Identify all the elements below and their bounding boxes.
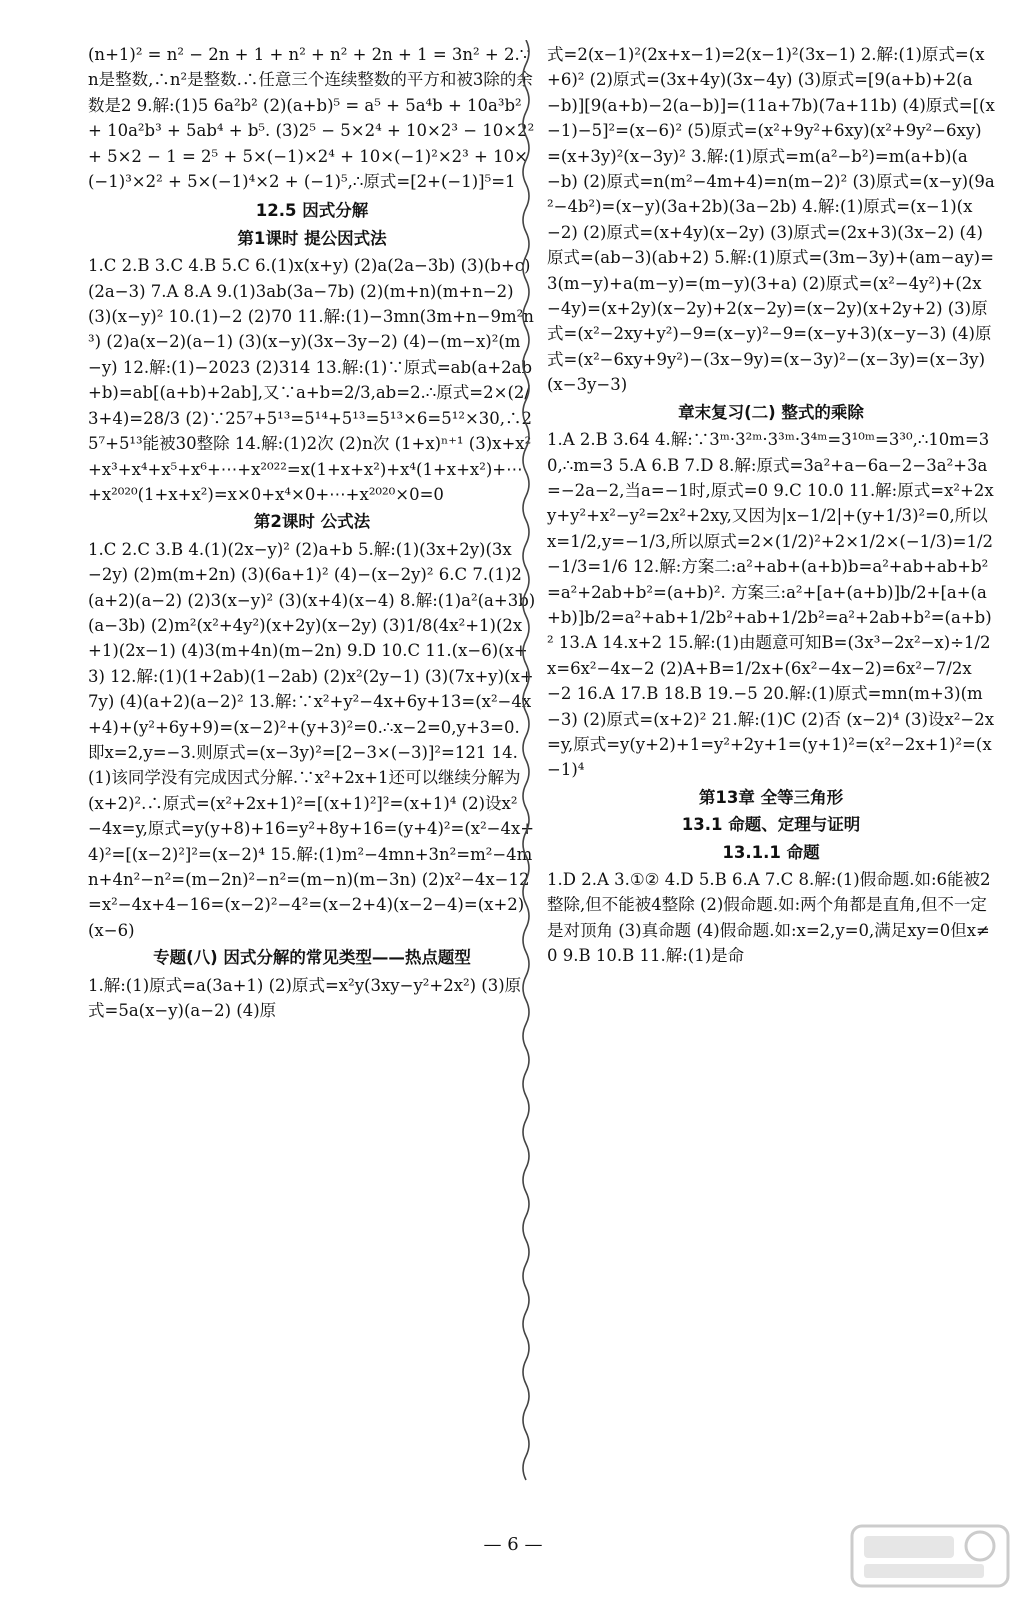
topic-heading: 专题(八) 因式分解的常见类型——热点题型 <box>153 948 471 968</box>
lesson-heading: 第1课时 提公因式法 <box>237 228 387 248</box>
watermark-logo <box>850 1522 1010 1590</box>
answer-text: 1.C 2.C 3.B 4.(1)(2x−y)² (2)a+b 5.解:(1)(3x+2y)(3x−2y) (2)m(m+2n) (3)(6a+1)² (4)−(x−2y)² 6.C 7.(1)2(a+2)(a−2) (2)3(x−y)² (3)(x+4)(x−4) 8.解:(1)a²(a+3b)(a−3b) (2)m²(x²+4y²)(x+2y)(x−2y) (3)1/8(4x²+1)(2x+1)(2x−1) (4)3(m+4n)(m−2n) 9.D 10.C 11.(x−6)(x+3) 12.解:(1)(1+2ab)(1−2ab) (2)x²(2y−1) (3)(7x+y)(x+7y) (4)(a+2)(a−2)² 13.解:∵x²+y²−4x+6y+13=(x²−4x+4)+(y²+6y+9)=(x−2)²+(y+3)²=0.∴x−2=0,y+3=0.即x=2,y=−3.则原式=(x−3y)²=[2−3×(−3)]²=121 14.(1)该同学没有完成因式分解.∵x²+2x+1还可以继续分解为(x+2)².∴原式=(x²+2x+1)²=[(x+1)²]²=(x+1)⁴ (2)设x²−4x=y,原式=y(y+8)+16=y²+8y+16=(y+4)²=(x²−4x+4)²=[(x−2)²]²=(x−2)⁴ 15.解:(1)m²−4mn+3n²=m²−4mn+4n²−n²=(m−2n)²−n²=(m−n)(m−3n) (2)x²−4x−12=x²−4x+4−16=(x−2)²−4²=(x−2+4)(x−2−4)=(x+2)(x−6) <box>88 539 536 940</box>
left-column <box>88 42 536 1023</box>
page-number: — 6 — <box>483 1534 543 1555</box>
answer-text: 式=2(x−1)²(2x+x−1)=2(x−1)²(3x−1) 2.解:(1)原式=(x+6)² (2)原式=(3x+4y)(3x−4y) (3)原式=[9(a+b)+2(a−b)][9(a+b)−2(a−b)]=(11a+7b)(7a+11b) (4)原式=[(x−1)−5]²=(x−6)² (5)原式=(x²+9y²+6xy)(x²+9y²−6xy)=(x+3y)²(x−3y)² 3.解:(1)原式=m(a²−b²)=m(a+b)(a−b) (2)原式=n(m²−4m+4)=n(m−2)² (3)原式=(x−y)(9a²−4b²)=(x−y)(3a+2b)(3a−2b) 4.解:(1)原式=(x−1)(x−2) (2)原式=(x+4y)(x−2y) (3)原式=(2x+3)(3x−2) (4)原式=(ab−3)(ab+2) 5.解:(1)原式=(3m−3y)+(am−ay)=3(m−y)+a(m−y)=(m−y)(3+a) (2)原式=(x²−4y²)+(2x−4y)=(x+2y)(x−2y)+2(x−2y)=(x−2y)(x+2y+2) (3)原式=(x²−2xy+y²)−9=(x−y)²−9=(x−y+3)(x−y−3) (4)原式=(x²−6xy+9y²)−(3x−9y)=(x−3y)²−(x−3y)=(x−3y)(x−3y−3) <box>547 45 995 395</box>
answer-text: 1.A 2.B 3.64 4.解:∵3ᵐ·3²ᵐ·3³ᵐ·3⁴ᵐ=3¹⁰ᵐ=3³⁰,∴10m=30,∴m=3 5.A 6.B 7.D 8.解:原式=3a²+a−6a−2−3a²+3a=−2a−2,当a=−1时,原式=0 9.C 10.0 11.解:原式=x²+2xy+y²+x²−y²=2x²+2xy,又因为|x−1/2|+(y+1/3)²=0,所以x=1/2,y=−1/3,所以原式=2×(1/2)²+2×1/2×(−1/3)=1/2−1/3=1/6 12.解:方案二:a²+ab+(a+b)b=a²+ab+ab+b²=a²+2ab+b²=(a+b)². 方案三:a²+[a+(a+b)]b/2+[a+(a+b)]b/2=a²+ab+1/2b²+ab+1/2b²=a²+2ab+b²=(a+b)² 13.A 14.x+2 15.解:(1)由题意可知B=(3x³−2x²−x)÷1/2x=6x²−4x−2 (2)A+B=1/2x+(6x²−4x−2)=6x²−7/2x−2 16.A 17.B 18.B 19.−5 20.解:(1)原式=mn(m+3)(m−3) (2)原式=(x+2)² 21.解:(1)C (2)否 (x−2)⁴ (3)设x²−2x=y,原式=y(y+2)+1=y²+2y+1=(y+1)²=(x²−2x+1)²=(x−1)⁴ <box>547 430 995 780</box>
lesson-heading: 第2课时 公式法 <box>253 512 371 532</box>
answer-text: 1.解:(1)原式=a(3a+1) (2)原式=x²y(3xy−y²+2x²) (3)原式=5a(x−y)(a−2) (4)原 <box>88 975 522 1021</box>
answer-text: (n+1)² = n² − 2n + 1 + n² + n² + 2n + 1 = 3n² + 2.∵n是整数,∴n²是整数.∴任意三个连续整数的平方和被3除的余数是2 9.解:(1)5 6a²b² (2)(a+b)⁵ = a⁵ + 5a⁴b + 10a³b² + 10a²b³ + 5ab⁴ + b⁵. (3)2⁵ − 5×2⁴ + 10×2³ − 10×2² + 5×2 − 1 = 2⁵ + 5×(−1)×2⁴ + 10×(−1)²×2³ + 10×(−1)³×2² + 5×(−1)⁴×2 + (−1)⁵,∴原式=[2+(−1)]⁵=1 <box>88 45 535 192</box>
section-heading: 12.5 因式分解 <box>255 201 369 221</box>
column-divider <box>517 40 535 1500</box>
review-heading: 章末复习(二) 整式的乘除 <box>678 402 864 422</box>
subsubsection-heading: 13.1.1 命题 <box>722 842 820 862</box>
answer-text: 1.C 2.B 3.C 4.B 5.C 6.(1)x(x+y) (2)a(2a−3b) (3)(b+c)(2a−3) 7.A 8.A 9.(1)3ab(3a−7b) (2)(m+n)(m+n−2) (3)(x−y)² 10.(1)−2 (2)70 11.解:(1)−3mn(3m+n−9m²n³) (2)a(x−2)(a−1) (3)(x−y)(3x−3y−2) (4)−(m−x)²(m−y) 12.解:(1)−2023 (2)314 13.解:(1)∵原式=ab(a+2ab+b)=ab[(a+b)+2ab],又∵a+b=2/3,ab=2.∴原式=2×(2/3+4)=28/3 (2)∵25⁷+5¹³=5¹⁴+5¹³=5¹³×6=5¹²×30,∴25⁷+5¹³能被30整除 14.解:(1)2次 (2)n次 (1+x)ⁿ⁺¹ (3)x+x²+x³+x⁴+x⁵+x⁶+⋯+x²⁰²²=x(1+x+x²)+x⁴(1+x+x²)+⋯+x²⁰²⁰(1+x+x²)=x×0+x⁴×0+⋯+x²⁰²⁰×0=0 <box>88 256 534 504</box>
right-column <box>547 42 995 969</box>
answer-text: 1.D 2.A 3.①② 4.D 5.B 6.A 7.C 8.解:(1)假命题.如:6能被2整除,但不能被4整除 (2)假命题.如:两个角都是直角,但不一定是对顶角 (3)真命题 (4)假命题.如:x=2,y=0,满足xy=0但x≠0 9.B 10.B 11.解:(1)是命 <box>547 870 991 966</box>
subsection-heading: 13.1 命题、定理与证明 <box>681 815 861 835</box>
chapter-heading: 第13章 全等三角形 <box>698 787 844 807</box>
